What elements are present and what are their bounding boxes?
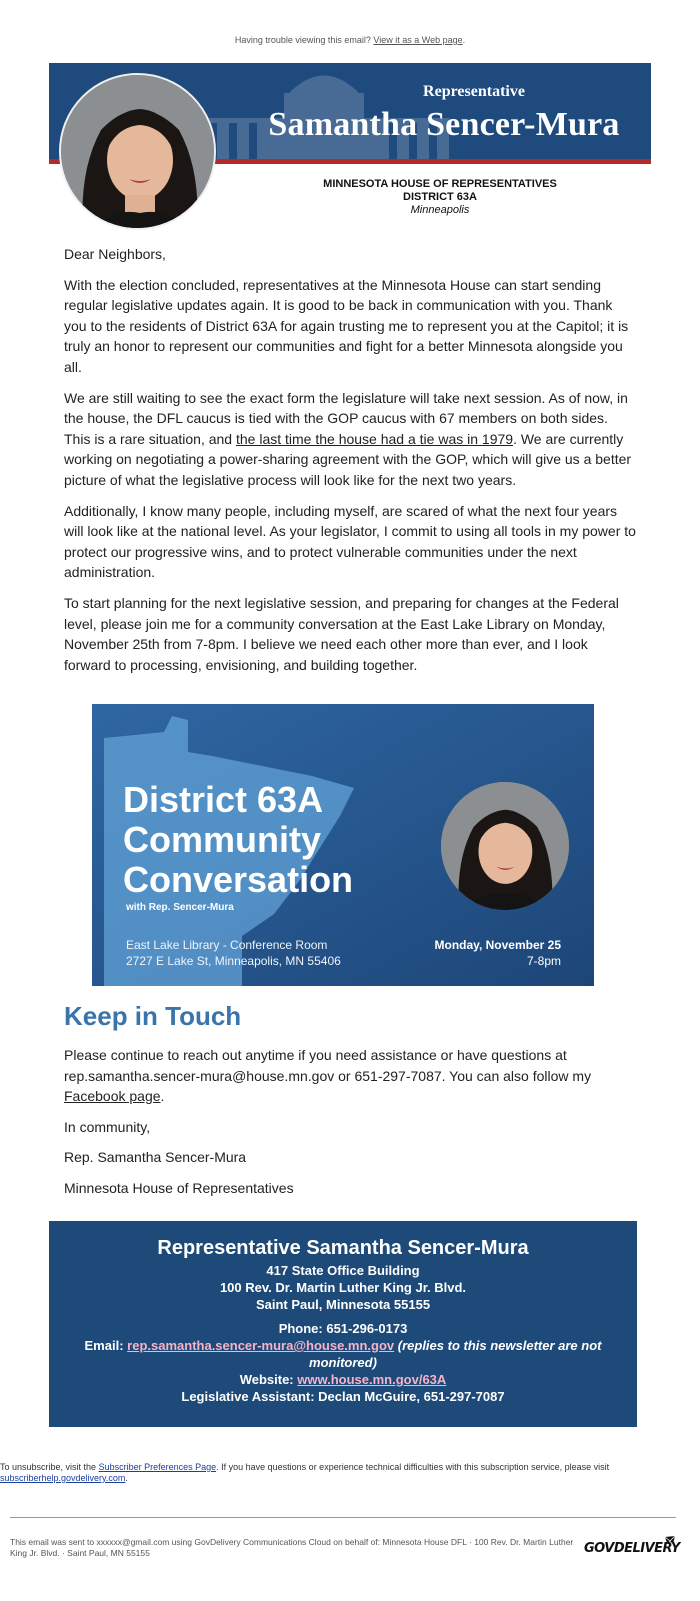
footer-website: Website: www.house.mn.gov/63A [239,1372,447,1387]
signoff: In community, [64,1118,151,1135]
facebook-page-link[interactable]: Facebook page [64,1088,161,1105]
event-date: Monday, November 25 [434,938,561,952]
tie-1979-link[interactable]: the last time the house had a tie was in 1979 [235,430,514,447]
subscriber-preferences-link[interactable]: Subscriber Preferences Page [98,1462,217,1472]
event-time: 7-8pm [526,954,561,968]
footer-name: Representative Samantha Sencer-Mura [157,1237,529,1259]
divider [10,1517,676,1518]
house-info [230,178,650,217]
representative-photo [59,73,216,230]
footer-contact [49,1320,637,1405]
contact-footer [49,1221,637,1427]
event-host: with Rep. Sencer-Mura [126,902,234,913]
footer-assistant: Legislative Assistant: Declan McGuire, 651-297-7087 [181,1389,505,1404]
banner-title: Representative [423,83,525,100]
signature-name: Rep. Samantha Sencer-Mura [64,1149,247,1166]
keep-in-touch-body [64,1045,636,1209]
view-web-page-link[interactable]: View it as a Web page [373,35,463,45]
district: DISTRICT 63A [403,191,477,203]
signature-org: Minnesota House of Representatives [64,1179,294,1196]
paragraph-4: To start planning for the next legislative session, and preparing for changes at the Federal level, please join me for a community conversation at the East Lake Library on Monday, November 25th from 7-8pm. I believe we need each other more than ever, and I look forward to processing, envisioning, and building together. [64,594,619,673]
city: Minneapolis [410,204,470,216]
sent-notice: This email was sent to xxxxxx@gmail.com using GovDelivery Communications Cloud on behalf of: Minnesota House DFL · 100 Rev. Dr. Martin Luther King Jr. Blvd. · Saint Paul, MN 55155 [10,1537,574,1558]
contact-paragraph: Please continue to reach out anytime if you need assistance or have questions at rep.samantha.sencer-mura@house.mn.gov or 651-297-7087. You can also follow my Facebook page. [64,1047,592,1105]
newsletter-body [64,244,636,685]
house-name: MINNESOTA HOUSE OF REPRESENTATIVES [323,178,557,190]
event-location: East Lake Library - Conference Room [126,938,328,952]
footer-website-link[interactable]: www.house.mn.gov/63A [297,1372,447,1387]
event-portrait-illustration [441,782,569,910]
envelope-icon [664,1535,676,1545]
footer-email-link[interactable]: rep.samantha.sencer-mura@house.mn.gov [127,1338,395,1353]
footer-address: 417 State Office Building 100 Rev. Dr. Martin Luther King Jr. Blvd. Saint Paul, Minnesota 55155 [219,1263,467,1312]
keep-in-touch-heading: Keep in Touch [64,1001,242,1031]
subscriber-help-link[interactable]: subscriberhelp.govdelivery.com [0,1473,126,1483]
event-title: District 63A Community Conversation [123,779,354,900]
preheader-text: Having trouble viewing this email? [234,35,371,45]
event-graphic [92,704,594,986]
paragraph-2: We are still waiting to see the exact form the legislature will take next session. As of now, in the house, the DFL caucus is tied with the GOP caucus with 67 members on both sides. This is a rare situation, and the last time the house had a tie was in 1979. We are currently working on negotiating a power-sharing agreement with the GOP, which will give us a better picture of what the legislative process will look like for the next two years. [64,389,632,488]
preheader: Having trouble viewing this email? View it as a Web page. [234,35,466,45]
banner-name: Samantha Sencer-Mura [268,106,620,143]
greeting: Dear Neighbors, [64,246,166,262]
paragraph-1: With the election concluded, representatives at the Minnesota House can start sending regular legislative updates again. It is good to be back in communication with you. Thank you to the residents of District 63A for again trusting me to represent you at the Capitol; it is truly an honor to represent our communities and fight for a better Minnesota alongside you all. [64,276,629,375]
event-address: 2727 E Lake St, Minneapolis, MN 55406 [126,954,341,968]
portrait-illustration [61,75,216,230]
footer-email: Email: rep.samantha.sencer-mura@house.mn.gov (replies to this newsletter are not monitored) [84,1338,602,1370]
footer-phone: Phone: 651-296-0173 [278,1321,408,1336]
event-portrait [441,782,569,910]
unsubscribe-notice: To unsubscribe, visit the Subscriber Preferences Page. If you have questions or experience technical difficulties with this subscription service, please visit subscriberhelp.govdelivery.com. [0,1462,610,1483]
govdelivery-logo[interactable]: GOVDELIVERY [584,1541,680,1556]
paragraph-3: Additionally, I know many people, including myself, are scared of what the next four years will look like at the national level. As your legislator, I commit to using all tools in my power to protect our progressive wins, and to protect vulnerable communities under the next administration. [64,502,636,581]
